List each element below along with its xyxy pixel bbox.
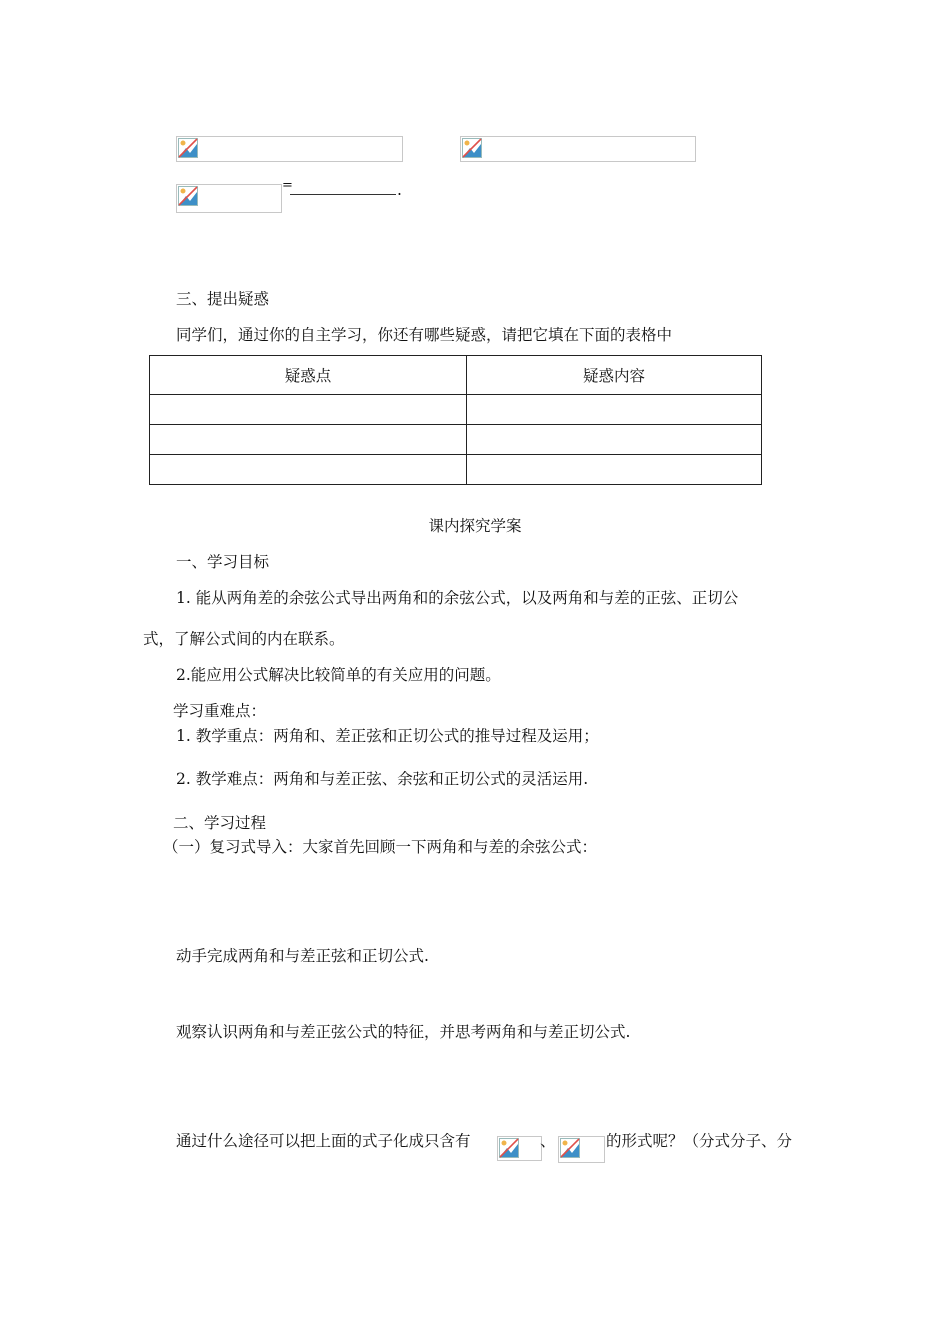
table-header-cell: 疑惑内容 xyxy=(467,356,762,395)
table-row[interactable] xyxy=(150,425,762,455)
broken-image-icon xyxy=(560,1138,580,1158)
table-row[interactable] xyxy=(150,455,762,485)
broken-image-icon xyxy=(178,186,198,206)
table-cell[interactable] xyxy=(467,395,762,425)
process-task-1: 动手完成两角和与差正弦和正切公式. xyxy=(176,947,429,965)
table-cell[interactable] xyxy=(150,425,467,455)
equals-sign: = xyxy=(282,178,293,193)
process-review: （一）复习式导入：大家首先回顾一下两角和与差的余弦公式： xyxy=(163,838,598,856)
formula-image-placeholder xyxy=(460,136,696,162)
section3-intro: 同学们，通过你的自主学习，你还有哪些疑惑，请把它填在下面的表格中 xyxy=(176,326,673,344)
table-header-row xyxy=(150,356,762,395)
plan-title: 课内探究学案 xyxy=(428,517,522,535)
broken-image-icon xyxy=(462,138,482,158)
answer-blank[interactable] xyxy=(290,194,396,195)
broken-image-icon xyxy=(499,1138,519,1158)
formula-image-placeholder xyxy=(176,184,282,213)
broken-image-icon xyxy=(178,138,198,158)
key-point-1: 1. 教学重点：两角和、差正弦和正切公式的推导过程及运用； xyxy=(176,727,599,745)
formula-image-placeholder xyxy=(176,136,403,162)
goal-item-1-line1: 1. 能从两角差的余弦公式导出两角和的余弦公式，以及两角和与差的正弦、正切公 xyxy=(176,589,739,607)
goal-item-1-line2: 式，了解公式间的内在联系。 xyxy=(143,630,345,648)
formula-image-placeholder xyxy=(558,1136,605,1163)
table-header-cell: 疑惑点 xyxy=(150,356,467,395)
key-point-2: 2. 教学难点：两角和与差正弦、余弦和正切公式的灵活运用. xyxy=(176,770,589,788)
answer-period: . xyxy=(397,181,402,199)
key-points-heading: 学习重难点： xyxy=(173,702,267,720)
process-heading: 二、学习过程 xyxy=(173,814,267,832)
table-cell[interactable] xyxy=(467,425,762,455)
process-task-2: 观察认识两角和与差正弦公式的特征，并思考两角和与差正切公式. xyxy=(176,1023,631,1041)
table-cell[interactable] xyxy=(150,395,467,425)
goals-heading: 一、学习目标 xyxy=(176,553,270,571)
table-cell[interactable] xyxy=(150,455,467,485)
section3-heading: 三、提出疑惑 xyxy=(176,290,270,308)
table-row[interactable] xyxy=(150,395,762,425)
formula-image-placeholder xyxy=(497,1136,542,1161)
process-question-end: 的形式呢？（分式分子、分 xyxy=(606,1132,793,1150)
goal-item-2: 2.能应用公式解决比较简单的有关应用的问题。 xyxy=(176,666,501,684)
table-cell[interactable] xyxy=(467,455,762,485)
questions-table xyxy=(149,355,762,485)
process-question-start: 通过什么途径可以把上面的式子化成只含有 xyxy=(176,1132,471,1150)
process-question-separator: 、 xyxy=(540,1132,556,1150)
